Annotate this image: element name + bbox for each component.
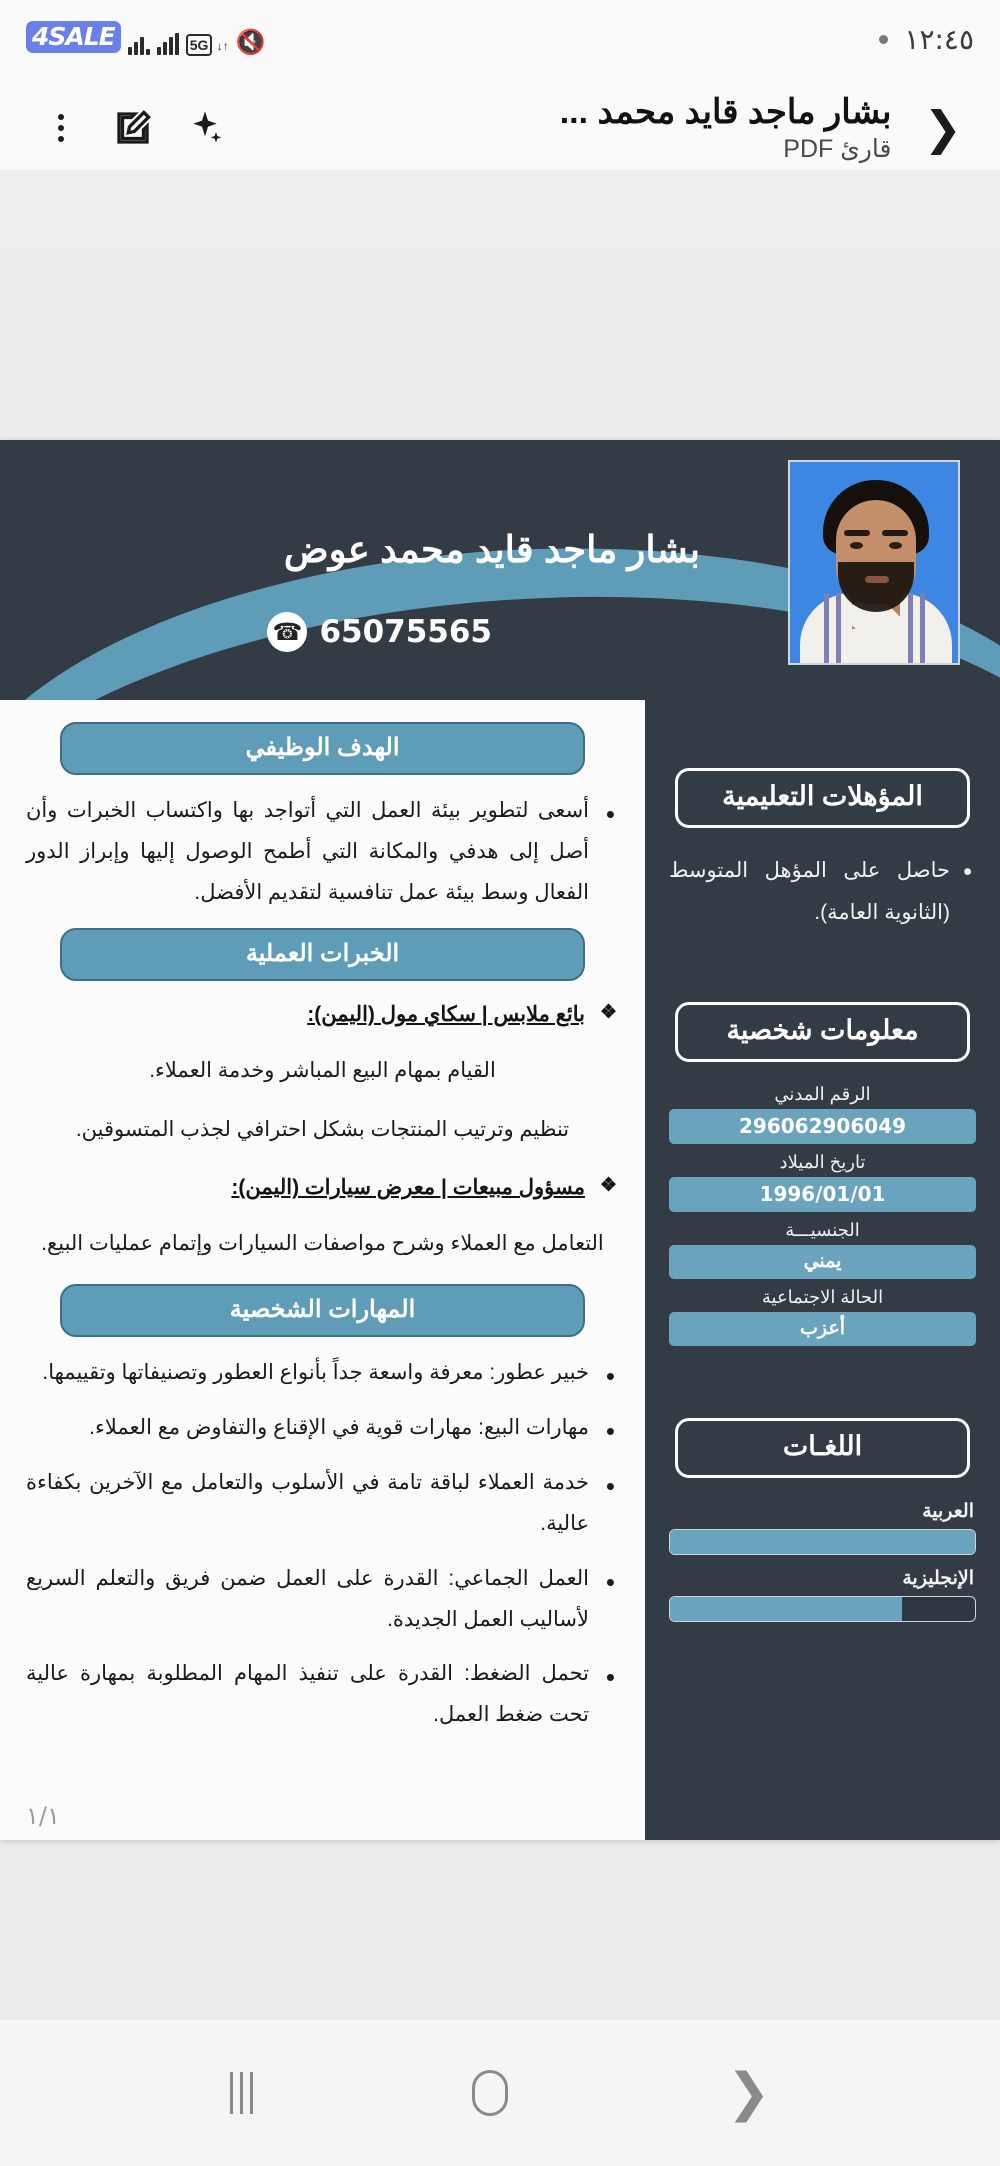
pdf-viewer[interactable]	[0, 250, 1000, 2020]
edit-button[interactable]	[102, 107, 164, 149]
signal-strength-icon-2	[157, 33, 179, 55]
experience-title-1: ❖ بائع ملابس | سكاي مول (اليمن):	[26, 997, 619, 1033]
phone-icon: ☎	[267, 612, 307, 652]
cv-body	[0, 700, 1000, 1840]
language-bar-fill-english	[670, 1597, 902, 1621]
android-navigation-bar	[0, 2020, 1000, 2166]
info-label-nationality: الجنسيـــة	[785, 1220, 860, 1240]
language-bar-english	[669, 1596, 976, 1622]
status-bar	[0, 0, 1000, 78]
mute-icon: 🔇	[235, 29, 266, 56]
cv-sidebar	[645, 700, 1000, 1840]
skills-list	[26, 1353, 619, 1737]
experience-title-2: ❖ مسؤول مبيعات | معرض سيارات (اليمن):	[26, 1170, 619, 1206]
home-button[interactable]	[472, 2070, 508, 2116]
status-bar-left	[26, 23, 266, 55]
language-bar-arabic	[669, 1529, 976, 1555]
experience-item	[26, 1170, 619, 1264]
cv-phone-block	[267, 612, 492, 652]
language-label-arabic: العربية	[922, 1501, 974, 1522]
language-label-english: الإنجليزية	[902, 1568, 974, 1589]
objective-heading: الهدف الوظيفي	[60, 722, 585, 775]
back-button[interactable]: ❯	[923, 102, 962, 154]
cv-phone-number: 65075565	[319, 614, 492, 650]
page-title: بشار ماجد قايد محمد ...	[559, 93, 892, 131]
data-transfer-arrows-icon: ↓↑	[216, 39, 229, 53]
skill-item: • خدمة العملاء لباقة تامة في الأسلوب والتعامل مع الآخرين بكفاءة عالية.	[26, 1463, 619, 1545]
experience-heading: الخبرات العملية	[60, 928, 585, 981]
info-label-marital-status: الحالة الاجتماعية	[761, 1287, 884, 1307]
status-bar-clock: ١٢:٤٥	[904, 22, 974, 56]
cv-main-column	[0, 700, 645, 1840]
app-badge-4sale: 4SALE	[26, 21, 121, 53]
nav-back-button[interactable]: ❯	[726, 2064, 771, 2122]
info-value-birthdate: 1996/01/01	[669, 1177, 976, 1212]
experience-line-1-1: القيام بمهام البيع المباشر وخدمة العملاء.	[149, 1058, 496, 1082]
cv-banner	[0, 440, 1000, 700]
skill-item: • تحمل الضغط: القدرة على تنفيذ المهام المطلوبة بمهارة عالية تحت ضغط العمل.	[26, 1654, 619, 1736]
status-bar-right	[879, 23, 974, 56]
app-header	[0, 78, 1000, 170]
experience-line-2-1: التعامل مع العملاء وشرح مواصفات السيارات وإتمام عمليات البيع.	[41, 1231, 604, 1255]
signal-strength-icon-1	[128, 33, 150, 55]
kebab-icon	[30, 114, 92, 142]
profile-photo	[788, 460, 960, 665]
skill-item: • مهارات البيع: مهارات قوية في الإقناع والتفاوض مع العملاء.	[26, 1408, 619, 1449]
cv-full-name: بشار ماجد قايد محمد عوض	[283, 529, 700, 570]
education-heading: المؤهلات التعليمية	[675, 768, 970, 828]
info-value-marital-status: أعزب	[669, 1312, 976, 1346]
info-label-birthdate: تاريخ الميلاد	[779, 1152, 866, 1172]
info-value-nationality: يمني	[669, 1245, 976, 1279]
info-label-civil-id: الرقم المدني	[774, 1084, 871, 1104]
network-type-icon: 5G ↓↑	[186, 37, 229, 55]
skill-item: • العمل الجماعي: القدرة على العمل ضمن فريق والتعلم السريع لأساليب العمل الجديدة.	[26, 1559, 619, 1641]
recents-button[interactable]	[230, 2072, 253, 2114]
objective-text: • أسعى لتطوير بيئة العمل التي أتواجد بها واكتساب الخبرات وأن أصل إلى هدفي والمكانة التي أطمح الوصول إليها وإبراز الدور الفعال وسط بيئة عمل تنافسية لتقديم الأفضل.	[26, 791, 619, 914]
objective-list	[26, 791, 619, 914]
skill-item: • خبير عطور: معرفة واسعة جداً بأنواع العطور وتصنيفاتها وتقييمها.	[26, 1353, 619, 1394]
languages-heading: اللغـات	[675, 1418, 970, 1478]
experience-item	[26, 997, 619, 1150]
recording-indicator-icon	[879, 35, 888, 44]
pdf-page	[0, 440, 1000, 1840]
experience-line-1-2: تنظيم وترتيب المنتجات بشكل احترافي لجذب المتسوقين.	[75, 1118, 570, 1142]
page-indicator: ١/١	[26, 1802, 60, 1830]
language-bar-fill-arabic	[670, 1530, 975, 1554]
personal-info-heading: معلومات شخصية	[675, 1002, 970, 1062]
page-subtitle: قارئ PDF	[783, 135, 892, 163]
more-options-button[interactable]	[30, 114, 92, 142]
skills-heading: المهارات الشخصية	[60, 1284, 585, 1337]
ai-sparkle-button[interactable]	[174, 108, 236, 148]
info-value-civil-id: 296062906049	[669, 1109, 976, 1144]
header-title-block	[246, 92, 905, 164]
education-item: • حاصل على المؤهل المتوسط (الثانوية العامة).	[669, 850, 976, 934]
